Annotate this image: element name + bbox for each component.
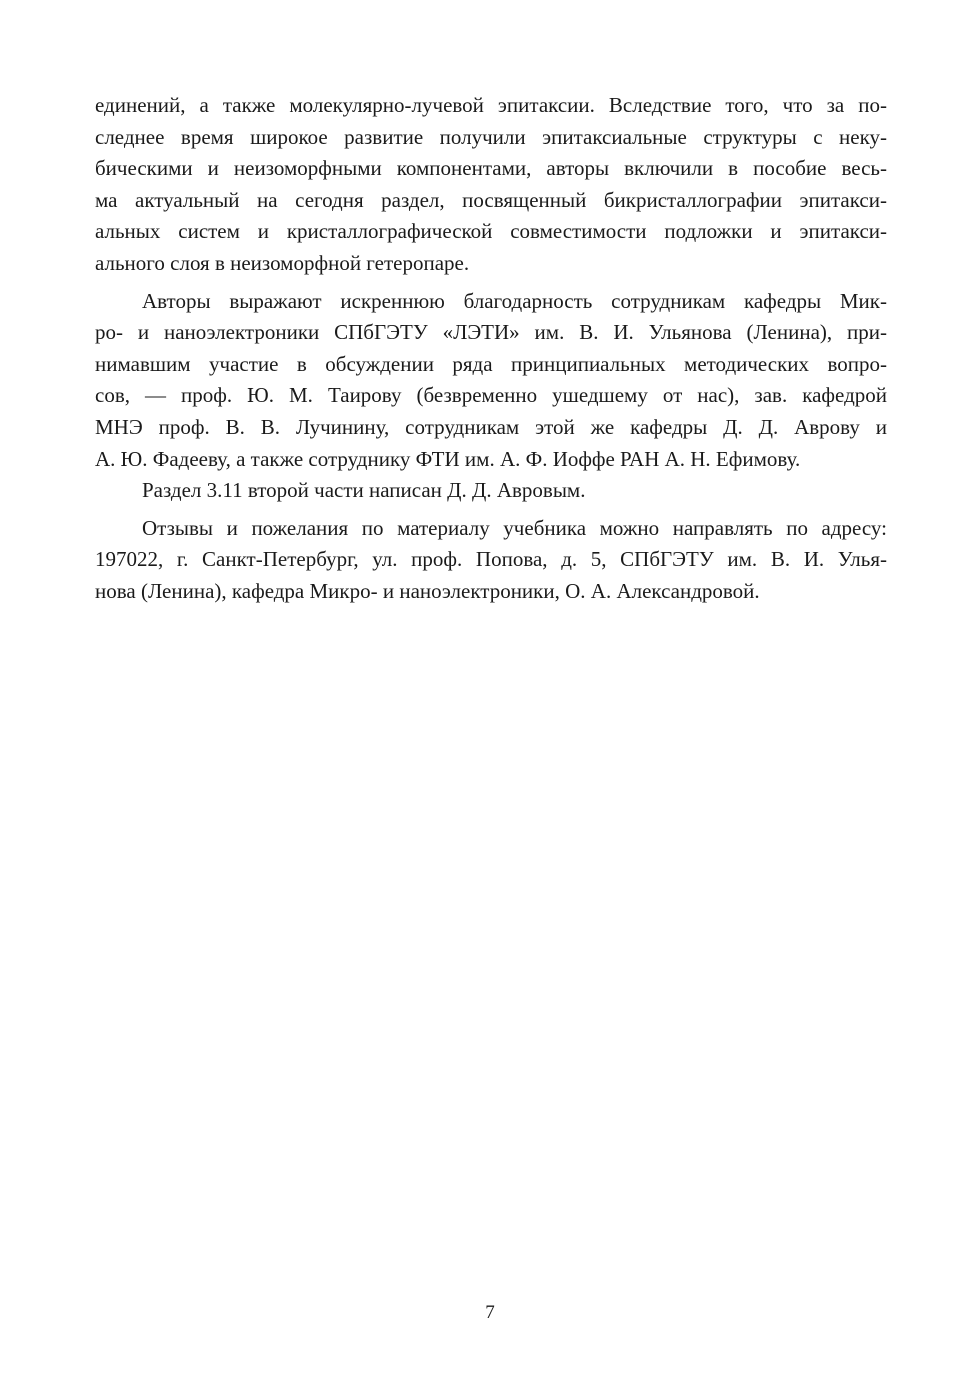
paragraph-acknowledgements [95,286,887,476]
paragraph-feedback [95,513,887,608]
page-number: 7 [485,1302,495,1323]
text-line: Авторы выражают искреннюю благодарность сотрудникам кафедры Мик- [142,288,887,313]
text-line: А. Ю. Фадееву, а также сотруднику ФТИ им. А. Ф. Иоффе РАН А. Н. Ефимову. [95,446,801,471]
text-line: Отзывы и пожелания по материалу учебника можно направлять по адресу: [142,515,887,540]
body-text [95,90,887,608]
text-line: ма актуальный на сегодня раздел, посвященный бикристаллографии эпитакси- [95,187,887,212]
text-line: ро- и наноэлектроники СПбГЭТУ «ЛЭТИ» им. В. И. Ульянова (Ленина), при- [95,320,887,345]
text-line: единений, а также молекулярно-лучевой эпитаксии. Вследствие того, что за по- [95,93,887,117]
paragraph-section-author [95,475,887,507]
text-line: альных систем и кристаллографической совместимости подложки и эпитакси- [95,219,887,244]
text-line: 197022, г. Санкт-Петербург, ул. проф. Попова, д. 5, СПбГЭТУ им. В. И. Улья- [95,547,887,572]
text-line: бическими и неизоморфными компонентами, авторы включили в пособие весь- [95,156,887,181]
text-line: нимавшим участие в обсуждении ряда принципиальных методических вопро- [95,351,887,376]
text-line: ального слоя в неизоморфной гетеропаре. [95,250,470,275]
text-line: МНЭ проф. В. В. Лучинину, сотрудникам этой же кафедры Д. Д. Аврову и [95,414,887,439]
text-line: сов, — проф. Ю. М. Таирову (безвременно ушедшему от нас), зав. кафедрой [95,383,887,408]
text-line: следнее время широкое развитие получили эпитаксиальные структуры с неку- [95,124,887,149]
paragraph-continuation [95,90,887,280]
text-line: нова (Ленина), кафедра Микро- и наноэлектроники, О. А. Александровой. [95,578,760,603]
text-line: Раздел 3.11 второй части написан Д. Д. Авровым. [142,478,586,503]
